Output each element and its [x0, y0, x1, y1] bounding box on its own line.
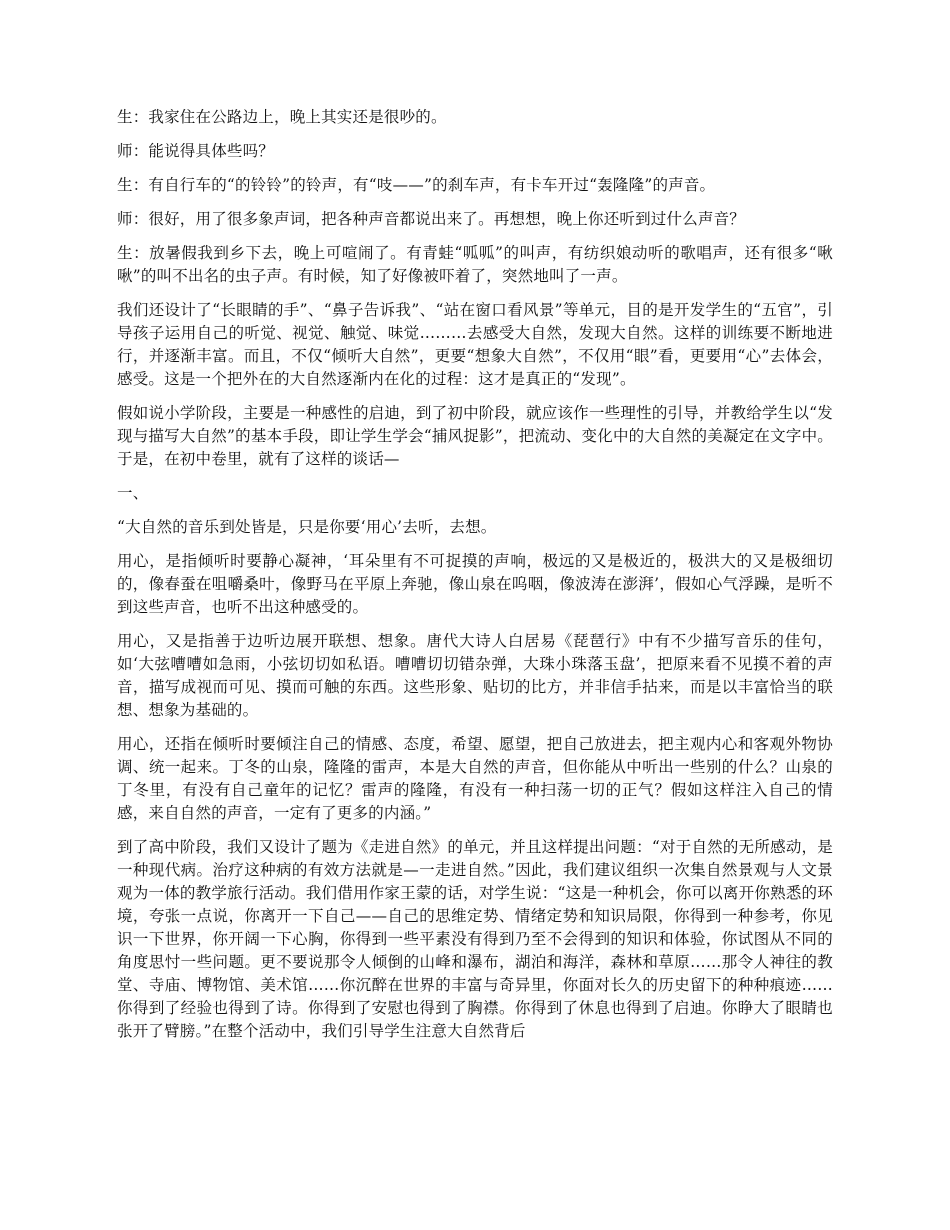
quote-paragraph: “大自然的音乐到处皆是，只是你要‘用心’去听，去想。 — [117, 518, 497, 536]
quote-paragraph: 用心，还指在倾听时要倾注自己的情感、态度，希望、愿望，把自己放进去，把主观内心和客观外物协调、统一起来。丁冬的山泉，隆隆的雷声，本是大自然的声音，但你能从中听出一些别的什么？山泉的丁冬里，有没有自己童年的记忆？雷声的隆隆，有没有一种扫荡一切的正气？假如这样注入自己的情感，来自自然的声音，一定有了更多的内涵。” — [117, 735, 833, 822]
dialogue-teacher-1: 师：能说得具体些吗？ — [117, 142, 275, 160]
dialogue-teacher-2: 师：很好，用了很多象声词，把各种声音都说出来了。再想想，晚上你还听到过什么声音？ — [117, 210, 746, 228]
dialogue-student-1: 生：我家住在公路边上，晚上其实还是很吵的。 — [117, 108, 447, 126]
body-paragraph: 假如说小学阶段，主要是一种感性的启迪，到了初中阶段，就应该作一些理性的引导，并教给学生以“发现与描写大自然”的基本手段，即让学生学会“捕风捉影”，把流动、变化中的大自然的美凝定在文字中。于是，在初中卷里，就有了这样的谈话— — [117, 404, 833, 468]
body-paragraph: 到了高中阶段，我们又设计了题为《走进自然》的单元，并且这样提出问题：“对于自然的无所感动，是一种现代病。治疗这种病的有效方法就是—一走进自然。”因此，我们建议组织一次集自然景观与人文景观为一体的教学旅行活动。我们借用作家王蒙的话，对学生说：“这是一种机会，你可以离开你熟悉的环境，夸张一点说，你离开一下自己——自己的思维定势、情绪定势和知识局限，你得到一种参考，你见识一下世界，你开阔一下心胸，你得到一些平素没有得到乃至不会得到的知识和体验，你试图从不同的角度思忖一些问题。更不要说那令人倾倒的山峰和瀑布，湖泊和海洋，森林和草原……那令人神往的教堂、寺庙、博物馆、美术馆……你沉醉在世界的丰富与奇异里，你面对长久的历史留下的种种痕迹……你得到了经验也得到了诗。你得到了安慰也得到了胸襟。你得到了休息也得到了启迪。你睁大了眼睛也张开了臂膀。”在整个活动中，我们引导学生注意大自然背后 — [117, 838, 833, 1040]
document-body — [117, 106, 833, 1054]
section-number: 一、 — [117, 484, 149, 502]
dialogue-student-2: 生：有自行车的“的铃铃”的铃声，有“吱——”的刹车声，有卡车开过“轰隆隆”的声音。 — [117, 176, 716, 194]
dialogue-student-3: 生：放暑假我到乡下去，晚上可喧闹了。有青蛙“呱呱”的叫声，有纺织娘动听的歌唱声，还有很多“啾啾”的叫不出名的虫子声。有时候，知了好像被吓着了，突然地叫了一声。 — [117, 244, 833, 285]
body-paragraph: 我们还设计了“长眼睛的手”、“鼻子告诉我”、“站在窗口看风景”等单元，目的是开发学生的“五官”，引导孩子运用自己的听觉、视觉、触觉、味觉………去感受大自然，发现大自然。这样的训练要不断地进行，并逐渐丰富。而且，不仅“倾听大自然”，更要“想象大自然”，不仅用“眼”看，更要用“心”去体会，感受。这是一个把外在的大自然逐渐内在化的过程：这才是真正的“发现”。 — [117, 301, 833, 388]
quote-paragraph: 用心，又是指善于边听边展开联想、想象。唐代大诗人白居易《琵琶行》中有不少描写音乐的佳句，如‘大弦嘈嘈如急雨，小弦切切如私语。嘈嘈切切错杂弹，大珠小珠落玉盘’，把原来看不见摸不着的声音，描写成视而可见、摸而可触的东西。这些形象、贴切的比方，并非信手拈来，而是以丰富恰当的联想、想象为基础的。 — [117, 632, 833, 719]
quote-paragraph: 用心，是指倾听时要静心凝神，‘耳朵里有不可捉摸的声响，极远的又是极近的，极洪大的又是极细切的，像春蚕在咀嚼桑叶，像野马在平原上奔驰，像山泉在呜咽，像波涛在澎湃’，假如心气浮躁，是听不到这些声音，也听不出这种感受的。 — [117, 552, 833, 616]
